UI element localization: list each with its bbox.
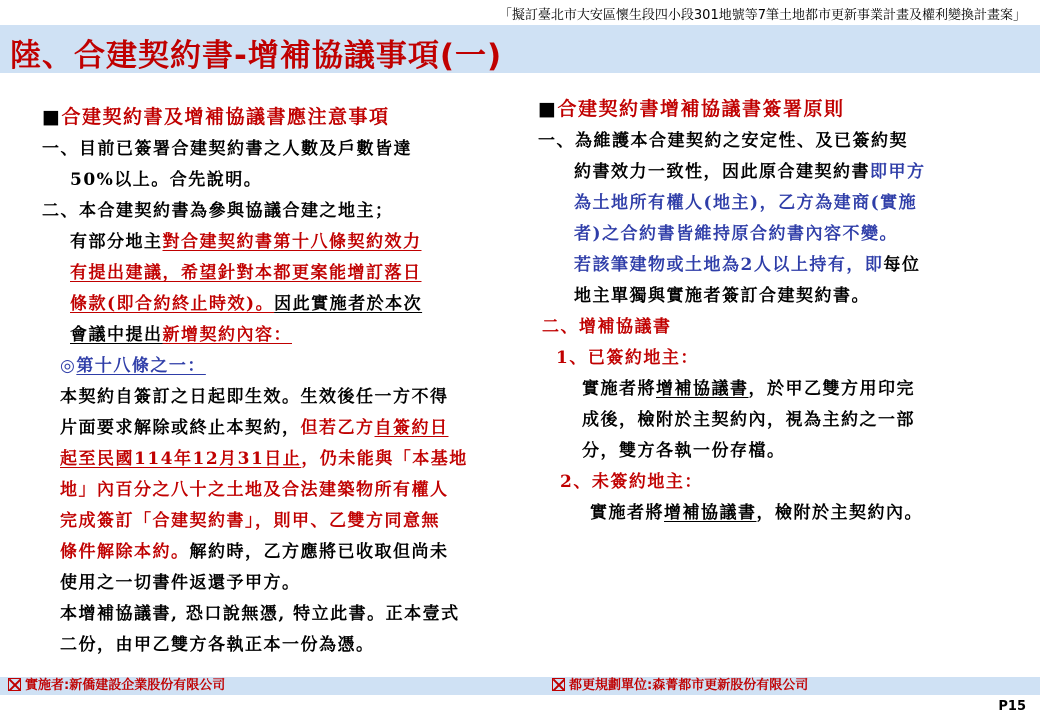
left-line-6 bbox=[42, 289, 512, 320]
left-line-3: 二、本合建契約書為參與協議合建之地主； bbox=[42, 201, 394, 221]
page-number: P15 bbox=[998, 699, 1026, 714]
right-line-13 bbox=[538, 498, 1008, 529]
text-span: 約書效力一致性，因此原合建契約書 bbox=[574, 162, 870, 182]
left-line-2: 50%以上。合先說明。 bbox=[70, 170, 263, 190]
right-line-11: 分，雙方各執一份存檔。 bbox=[582, 441, 786, 461]
article-title: 第十八條之一： bbox=[76, 356, 206, 376]
square-bullet-icon: ■ bbox=[538, 98, 558, 120]
left-line-14 bbox=[42, 537, 512, 568]
title-bar bbox=[0, 25, 1040, 73]
text-span: ，於甲乙雙方用印完 bbox=[748, 379, 915, 399]
left-line-15: 使用之一切書件返還予甲方。 bbox=[60, 573, 301, 593]
boxed-cross-icon bbox=[8, 678, 21, 691]
left-heading-text: 合建契約書及增補協議書應注意事項 bbox=[61, 106, 390, 128]
highlight-span: 但若乙方 bbox=[300, 418, 375, 438]
text-span: 每位 bbox=[883, 255, 921, 275]
right-line-7: 二、增補協議書 bbox=[542, 317, 672, 337]
right-line-3: 為土地所有權人(地主)，乙方為建商(實施 bbox=[574, 193, 918, 213]
underlined-span: 增補協議書 bbox=[664, 503, 757, 523]
right-line-8: 1、已簽約地主： bbox=[556, 348, 699, 368]
text-span: 因此實施者於本次 bbox=[274, 294, 423, 314]
boxed-cross-icon bbox=[552, 678, 565, 691]
right-line-5 bbox=[538, 250, 1008, 281]
right-line-4: 者)之合約書皆維持原合約書內容不變。 bbox=[574, 224, 899, 244]
text-span: 會議中提出 bbox=[70, 325, 163, 345]
left-line-16: 本增補協議書, 恐口說無憑, 特立此書。正本壹式 bbox=[60, 604, 460, 624]
right-heading bbox=[538, 92, 1008, 126]
footer-implementer bbox=[8, 677, 225, 695]
right-line-6: 地主單獨與實施者簽訂合建契約書。 bbox=[574, 286, 870, 306]
right-line-2 bbox=[538, 157, 1008, 188]
footer-planner bbox=[552, 677, 808, 695]
footer-planner-text: 都更規劃單位:森菁都市更新股份有限公司 bbox=[569, 678, 809, 693]
highlight-span: 新增契約內容： bbox=[162, 325, 292, 345]
left-column bbox=[42, 100, 512, 661]
highlight-span: 對合建契約書第十八條契約效力 bbox=[162, 232, 422, 252]
right-line-9 bbox=[538, 374, 1008, 405]
right-line-10: 成後，檢附於主契約內，視為主約之一部 bbox=[582, 410, 915, 430]
highlight-span: 自簽約日 bbox=[374, 418, 449, 438]
right-line-12: 2、未簽約地主： bbox=[560, 472, 703, 492]
right-heading-text: 合建契約書增補協議書簽署原則 bbox=[557, 98, 845, 120]
highlight-span: ，仍未能與「本基地 bbox=[301, 449, 468, 469]
text-span: 片面要求解除或終止本契約， bbox=[60, 418, 301, 438]
highlight-span: 起至民國114年12月31日止 bbox=[60, 449, 302, 469]
text-span: 解約時，乙方應將已收取但尚未 bbox=[189, 542, 449, 562]
footer-implementer-text: 實施者:新僑建設企業股份有限公司 bbox=[25, 678, 226, 693]
left-line-1: 一、目前已簽署合建契約書之人數及戶數皆達 bbox=[42, 139, 412, 159]
left-line-13: 完成簽訂「合建契約書」，則甲、乙雙方同意無 bbox=[60, 511, 440, 531]
left-line-17: 二份，由甲乙雙方各執正本一份為憑。 bbox=[60, 635, 375, 655]
right-column bbox=[538, 92, 1008, 529]
circle-bullet-icon: ◎ bbox=[60, 356, 77, 376]
left-line-7 bbox=[42, 320, 512, 351]
text-span: 實施者將 bbox=[590, 503, 664, 523]
left-line-5 bbox=[42, 258, 512, 289]
left-line-10 bbox=[42, 413, 512, 444]
footer-bar bbox=[0, 677, 1040, 695]
left-line-9: 本契約自簽訂之日起即生效。生效後任一方不得 bbox=[60, 387, 449, 407]
right-line-1: 一、為維護本合建契約之安定性、及已簽約契 bbox=[538, 131, 908, 151]
text-span: ，檢附於主契約內。 bbox=[756, 503, 923, 523]
text-span: 有部分地主 bbox=[70, 232, 163, 252]
highlight-span: 條款(即合約終止時效)。 bbox=[70, 294, 275, 314]
text-span: 實施者將 bbox=[582, 379, 656, 399]
left-line-11 bbox=[42, 444, 512, 475]
underlined-span: 增補協議書 bbox=[656, 379, 749, 399]
left-line-12: 地」內百分之八十之土地及合法建築物所有權人 bbox=[60, 480, 449, 500]
project-title: 「擬訂臺北市大安區懷生段四小段301地號等7筆土地都市更新事業計畫及權利變換計畫案」 bbox=[498, 8, 1026, 23]
highlight-span: 若該筆建物或土地為2人以上持有，即 bbox=[574, 255, 884, 275]
left-heading bbox=[42, 100, 512, 134]
highlight-span: 有提出建議，希望針對本都更案能增訂落日 bbox=[70, 263, 422, 283]
left-line-4 bbox=[42, 227, 512, 258]
page-title: 陸、合建契約書-增補協議事項(一) bbox=[10, 38, 503, 74]
highlight-span: 即甲方 bbox=[870, 162, 926, 182]
left-line-8 bbox=[42, 351, 512, 382]
highlight-span: 條件解除本約。 bbox=[60, 542, 190, 562]
square-bullet-icon: ■ bbox=[42, 106, 62, 128]
